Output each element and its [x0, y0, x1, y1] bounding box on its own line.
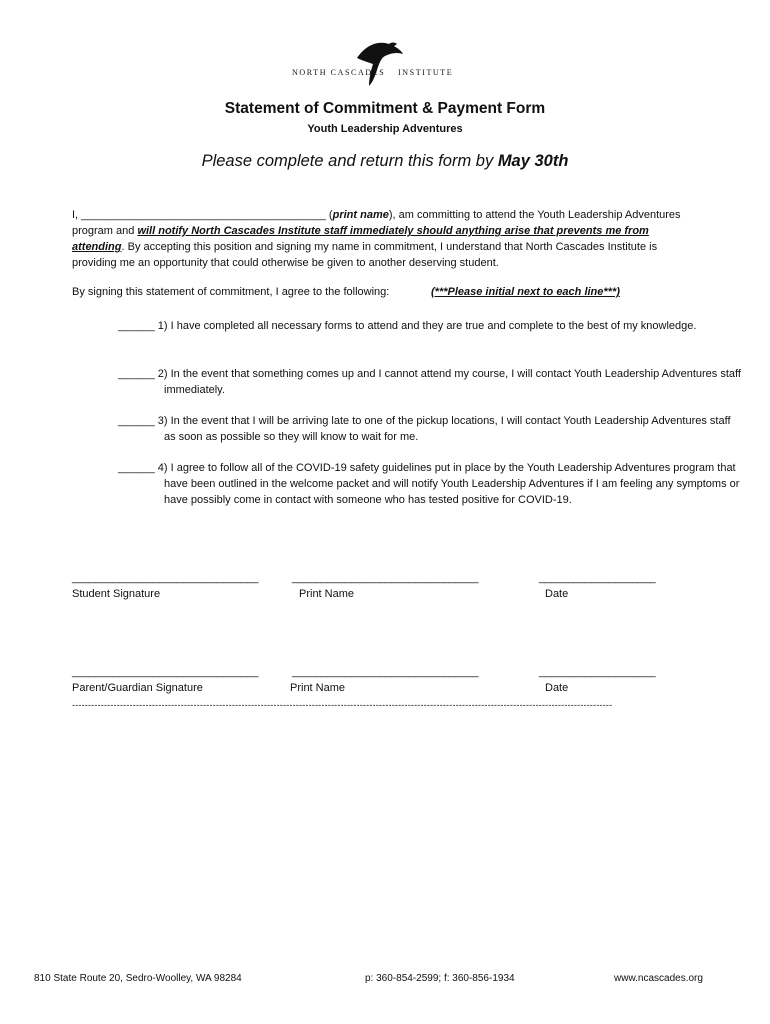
agreement-item-1: ______ 1) I have completed all necessary forms to attend and they are true and complete to the best of my knowledge. — [118, 320, 697, 332]
agreement-lead: By signing this statement of commitment, I agree to the following: — [72, 286, 390, 298]
student-date-line: ____________________ — [539, 572, 656, 584]
guardian-signature-label: Parent/Guardian Signature — [72, 682, 203, 694]
footer-phone: p: 360-854-2599; f: 360-856-1934 — [365, 973, 515, 984]
deadline-prefix: Please complete and return this form by — [201, 152, 498, 170]
institute-logo — [290, 40, 460, 84]
student-date-label: Date — [545, 588, 569, 600]
statement-part-1: I, ________________________________________ ( — [72, 209, 333, 221]
logo-text-left: NORTH CASCADES — [292, 68, 386, 77]
student-print-name-label: Print Name — [299, 588, 355, 600]
student-print-name-line: ________________________________ — [292, 572, 479, 584]
page-title: Statement of Commitment & Payment Form — [224, 100, 546, 117]
statement-part-2: ), am committing to attend the Youth Leadership Adventures program and — [72, 209, 681, 237]
bird-icon — [355, 40, 405, 88]
agreement-item-3: ______ 3) In the event that I will be arriving late to one of the pickup locations, I will contact Youth Leadership Adventures staff as soon as possible so they will know to wait for me. — [118, 415, 731, 443]
guardian-signature-line: ________________________________ — [72, 666, 259, 678]
footer-website: www.ncascades.org — [614, 973, 703, 984]
deadline-date: May 30th — [497, 152, 569, 170]
page-subtitle: Youth Leadership Adventures — [307, 123, 463, 135]
guardian-date-label: Date — [545, 682, 569, 694]
commitment-statement — [72, 207, 698, 271]
deadline-notice — [0, 152, 770, 171]
statement-part-3: . By accepting this position and signing my name in commitment, I understand that North Cascades Institute is providing me an opportunity that could otherwise be given to another deserving student. — [72, 241, 658, 269]
guardian-print-name-label: Print Name — [290, 682, 346, 694]
agreement-item-2: ______ 2) In the event that something comes up and I cannot attend my course, I will contact Youth Leadership Adventures staff immediately. — [118, 368, 741, 396]
student-signature-line: ________________________________ — [72, 572, 259, 584]
student-signature-label: Student Signature — [72, 588, 161, 600]
guardian-date-line: ____________________ — [539, 666, 656, 678]
agreement-item-4: ______ 4) I agree to follow all of the COVID-19 safety guidelines put in place by the Youth Leadership Adventures program that have been outlined in the welcome packet and will notify Youth Leadership Adventures if I am feeling any symptoms or have possibly come in contact with someone who has tested positive for COVID-19. — [118, 462, 740, 506]
cut-line-divider: ------------------------------------------------------------------------------------------------------------------------------------------------------------------------- — [72, 700, 613, 710]
initial-note: (***Please initial next to each line***) — [431, 286, 620, 298]
guardian-print-name-line: ________________________________ — [292, 666, 479, 678]
logo-text-right: INSTITUTE — [398, 68, 454, 77]
notify-clause: will notify North Cascades Institute staff immediately should anything arise that prevents me from attending — [72, 225, 649, 253]
print-name-hint: print name — [332, 209, 389, 221]
footer-address: 810 State Route 20, Sedro-Woolley, WA 98284 — [34, 973, 242, 984]
